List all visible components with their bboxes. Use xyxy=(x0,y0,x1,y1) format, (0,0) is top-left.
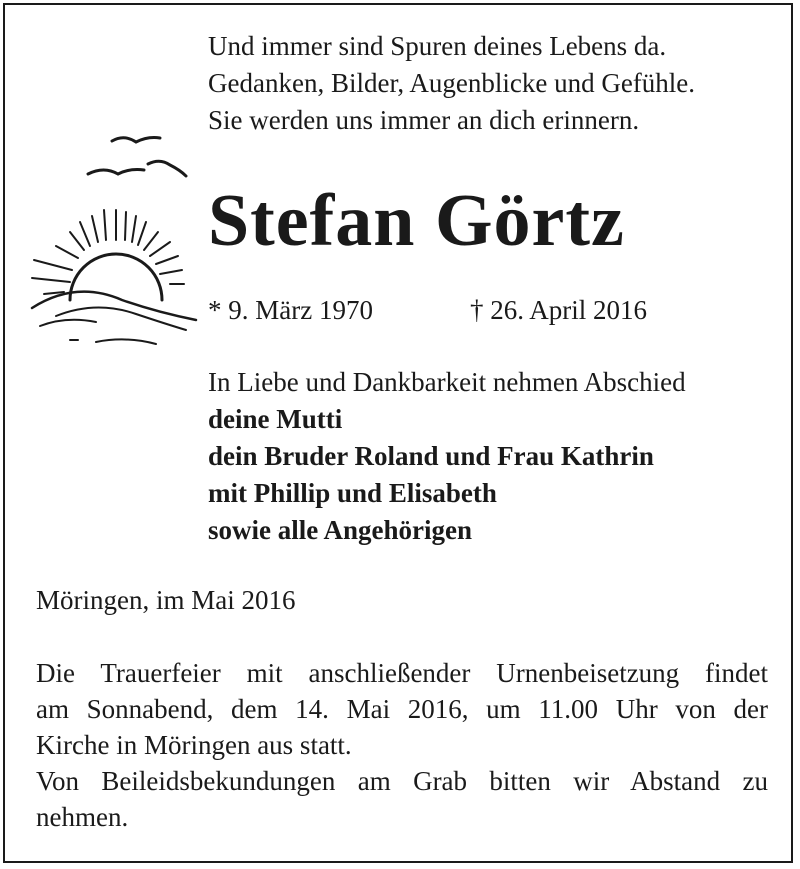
motto-line: Gedanken, Bilder, Augenblicke und Gefühle. xyxy=(208,68,696,98)
notice-line: Die Trauerfeier mit anschließender Urnenbeisetzung findet xyxy=(36,658,768,688)
motto-line: Sie werden uns immer an dich erinnern. xyxy=(208,105,640,135)
death-date: † 26. April 2016 xyxy=(470,295,648,325)
mourner-line: dein Bruder Roland und Frau Kathrin xyxy=(208,441,654,471)
funeral-notice xyxy=(36,655,768,835)
bird-icon xyxy=(148,161,186,176)
sunset-birds-icon xyxy=(26,130,201,355)
place-date: Möringen, im Mai 2016 xyxy=(36,585,296,615)
mourners-intro: In Liebe und Dankbarkeit nehmen Abschied xyxy=(208,367,686,397)
mourner-line: deine Mutti xyxy=(208,404,343,434)
notice-line: Von Beileidsbekundungen am Grab bitten wir Abstand zu xyxy=(36,766,768,796)
bird-icon xyxy=(112,138,160,143)
motto-line: Und immer sind Spuren deines Lebens da. xyxy=(208,31,667,61)
notice-line: am Sonnabend, dem 14. Mai 2016, um 11.00 Uhr von der xyxy=(36,694,768,724)
deceased-name: Stefan Görtz xyxy=(208,180,625,262)
mourner-line: mit Phillip und Elisabeth xyxy=(208,478,497,508)
bird-icon xyxy=(88,170,144,175)
notice-line: Kirche in Möringen aus statt. xyxy=(36,730,352,760)
mourner-line: sowie alle Angehörigen xyxy=(208,515,472,545)
motto-verse xyxy=(208,28,768,139)
notice-line: nehmen. xyxy=(36,802,129,832)
birth-date: * 9. März 1970 xyxy=(208,295,373,325)
mourners-block xyxy=(208,364,778,549)
